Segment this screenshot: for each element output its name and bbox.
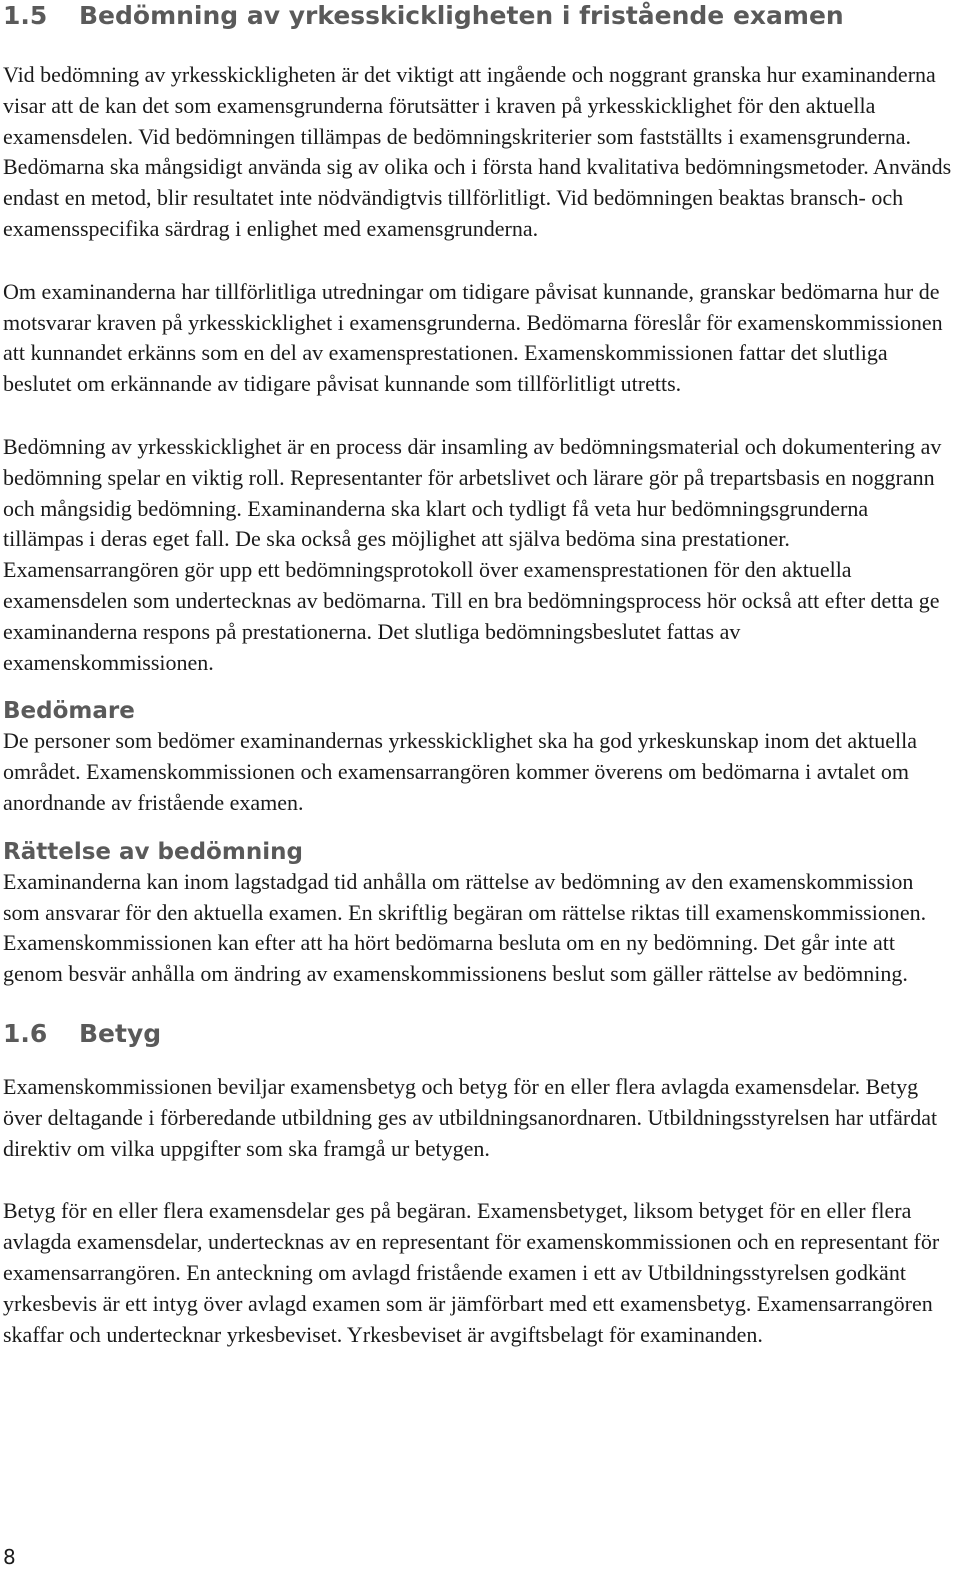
- subheading-bedomare: Bedömare: [3, 698, 135, 725]
- section-heading-1-5: [3, 0, 953, 32]
- paragraph: Bedömning av yrkesskicklighet är en process där insamling av bedömningsmaterial och dokumentering av bedömning spelar en viktig roll. Representanter för arbetslivet och lärare gör på trepartsbasis en noggrann och mångsidig bedömning. Examinanderna ska klart och tydligt få veta hur bedömningsgrunderna tillämpas i deras eget fall. De ska också ges möjlighet att själva bedöma sina prestationer. Examensarrangören gör upp ett bedömningsprotokoll över examensprestationen för den aktuella examensdelen som undertecknas av bedömarna. Till en bra bedömningsprocess hör också att efter detta ge examinanderna respons på prestationerna. Det slutliga bedömningsbeslutet fattas av examenskommissionen.: [3, 433, 942, 675]
- document-page: [3, 0, 953, 1350]
- subheading-rattelse: Rättelse av bedömning: [3, 838, 303, 865]
- paragraph: De personer som bedömer examinandernas yrkesskicklighet ska ha god yrkeskunskap inom det aktuella området. Examenskommissionen och examensarrangören kommer överens om bedömarna i avtalet om anordnande av fristående examen.: [3, 728, 917, 815]
- section-title: Bedömning av yrkesskickligheten i fristående examen: [79, 1, 844, 30]
- section-title: Betyg: [79, 1018, 162, 1048]
- paragraph: Om examinanderna har tillförlitliga utredningar om tidigare påvisat kunnande, granskar bedömarna hur de motsvarar kraven på yrkesskicklighet i examensgrunderna. Bedömarna föreslår för examenskommissionen att kunnandet erkänns som en del av examensprestationen. Examenskommissionen fattar det slutliga beslutet om erkännande av tidigare påvisat kunnande som tillförlitligt utretts.: [3, 278, 943, 397]
- section-number: 1.6: [3, 1018, 48, 1048]
- section-heading-1-6: [3, 1018, 953, 1050]
- page-number: 8: [3, 1545, 16, 1569]
- paragraph: Examenskommissionen beviljar examensbetyg och betyg för en eller flera avlagda examensdelar. Betyg över deltagande i förberedande utbildning ges av utbildningsanordnaren. Utbildningsstyrelsen har utfärdat direktiv om vilka uppgifter som ska framgå ur betygen.: [3, 1073, 938, 1161]
- paragraph: Betyg för en eller flera examensdelar ges på begäran. Examensbetyget, liksom betyget för en eller flera avlagda examensdelar, undertecknas av en representant för examenskommissionen och en representant för examensarrangören. En anteckning om avlagd fristående examen i ett av Utbildningsstyrelsen godkänt yrkesbevis är ett intyg över avlagd examen som är jämförbart med ett examensbetyg. Examensarrangören skaffar och undertecknar yrkesbeviset. Yrkesbeviset är avgiftsbelagt för examinanden.: [3, 1198, 940, 1347]
- paragraph: Vid bedömning av yrkesskickligheten är det viktigt att ingående och noggrant granska hur examinanderna visar att de kan det som examensgrunderna förutsätter i kraven på yrkesskicklighet för den aktuella examensdelen. Vid bedömningen tillämpas de bedömningskriterier som fastställts i examensgrunderna. Bedömarna ska mångsidigt använda sig av olika och i första hand kvalitativa bedömningsmetoder. Används endast en metod, blir resultatet inte nödvändigtvis tillförlitligt. Vid bedömningen beaktas bransch- och examensspecifika särdrag i enlighet med examensgrunderna.: [3, 62, 952, 241]
- section-number: 1.5: [3, 1, 48, 30]
- paragraph: Examinanderna kan inom lagstadgad tid anhålla om rättelse av bedömning av den examenskommission som ansvarar för den aktuella examen. En skriftlig begäran om rättelse riktas till examenskommissionen. Examenskommissionen kan efter att ha hört bedömarna besluta om en ny bedömning. Det går inte att genom besvär anhålla om ändring av examenskommissionens beslut som gäller rättelse av bedömning.: [3, 868, 927, 987]
